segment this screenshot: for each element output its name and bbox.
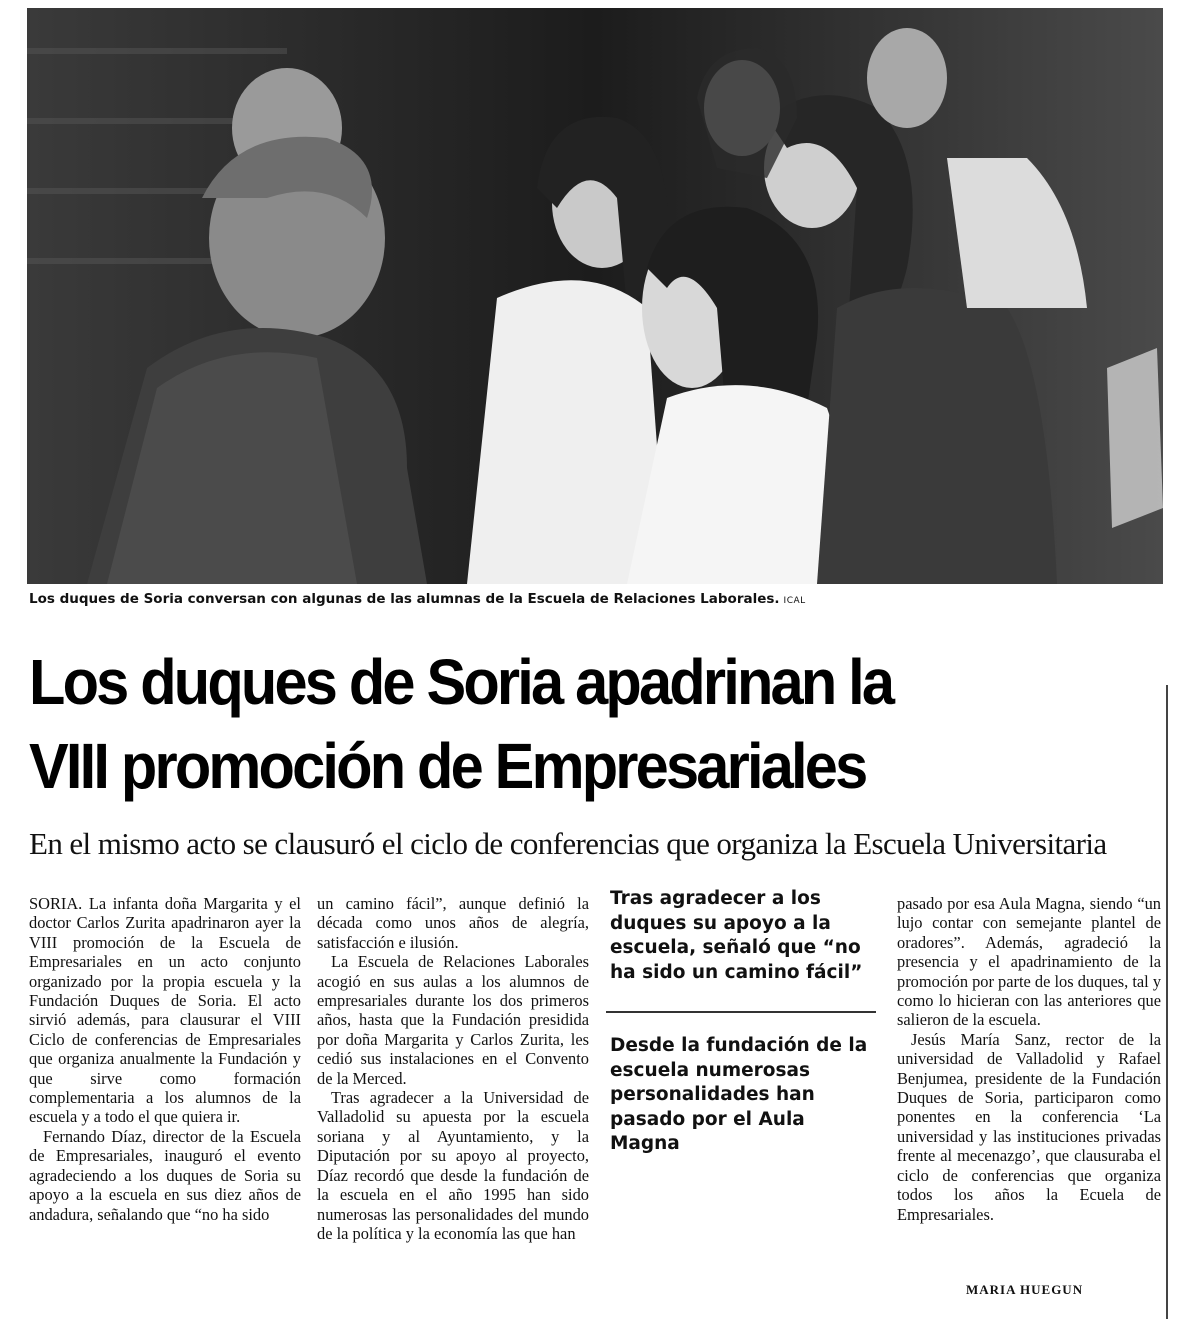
pull-quote-2: Desde la fundación de la escuela numerosas personalidades han pasado por el Aula Magna (610, 1035, 868, 1154)
subheadline: En el mismo acto se clausuró el ciclo de conferencias que organiza la Escuela Universitaria (29, 826, 1107, 861)
paragraph: Fernando Díaz, director de la Escuela de Empresariales, inauguró el evento agradeciendo a los duques de Soria su apoyo a la escuela en sus diez años de andadura, señalando que “no ha sido (29, 1126, 301, 1224)
photo-credit: ICAL (783, 596, 806, 606)
photo-caption (29, 591, 1129, 607)
article-column-4 (897, 894, 1161, 1224)
paragraph: SORIA. La infanta doña Margarita y el doctor Carlos Zurita apadrinaron ayer la VIII promoción de la Escuela de Empresariales en un acto conjunto organizado por la propia escuela y la Fundación Duques de Soria. El acto sirvió además, para clausurar el VIII Ciclo de conferencias de Empresariales que organiza anualmente la Fundación y que sirve como formación complementaria a los alumnos de la escuela y a todo el que quiera ir. (29, 894, 301, 1127)
caption-text: Los duques de Soria conversan con algunas de las alumnas de la Escuela de Relaciones Laborales. (29, 591, 780, 607)
photo-illustration (27, 8, 1163, 584)
pull-quote-1: Tras agradecer a los duques su apoyo a la escuela, señaló que “no ha sido un camino fácil” (610, 888, 863, 983)
headline-line-2: VIII promoción de Empresariales (29, 730, 866, 802)
headline-line-1: Los duques de Soria apadrinan la (29, 646, 893, 718)
paragraph: un camino fácil”, aunque definió la década como unos años de alegría, satisfacción e ilusión. (317, 894, 589, 952)
paragraph: La Escuela de Relaciones Laborales acogió en sus aulas a los alumnos de empresariales durante los dos primeros años, hasta que la Fundación presidida por doña Margarita y Carlos Zurita, les cedió sus instalaciones en el Convento de la Merced. (317, 952, 589, 1088)
article-column-1 (29, 894, 301, 1224)
paragraph: pasado por esa Aula Magna, siendo “un lujo contar con semejante plantel de oradores”. Además, agradeció la presencia y el apadrinamiento de la promoción por parte de los duques, tal y como lo hicieran con las anteriores que salieron de la escuela. (897, 894, 1162, 1030)
pull-quote-divider (606, 1011, 876, 1013)
column-divider (1166, 685, 1168, 1319)
news-photo (27, 8, 1163, 584)
byline: MARIA HUEGUN (966, 1282, 1084, 1297)
paragraph: Tras agradecer a la Universidad de Valladolid su apuesta por la escuela soriana y al Ayuntamiento, y la Diputación por su apoyo al proyecto, Díaz recordó que desde la fundación de la escuela en el año 1995 han sido numerosas las personalidades del mundo de la política y la economía las que han (317, 1088, 589, 1243)
article-column-2 (317, 894, 589, 1243)
paragraph: Jesús María Sanz, rector de la universidad de Valladolid y Rafael Benjumea, presidente de la Fundación Duques de Soria, participaron como ponentes en la conferencia ‘La universidad y las instituciones privadas frente al mecenazgo’, que clausuraba el ciclo de conferencias que organiza todos los años la Ecuela de Empresariales. (897, 1029, 1161, 1224)
headline (29, 640, 1071, 808)
